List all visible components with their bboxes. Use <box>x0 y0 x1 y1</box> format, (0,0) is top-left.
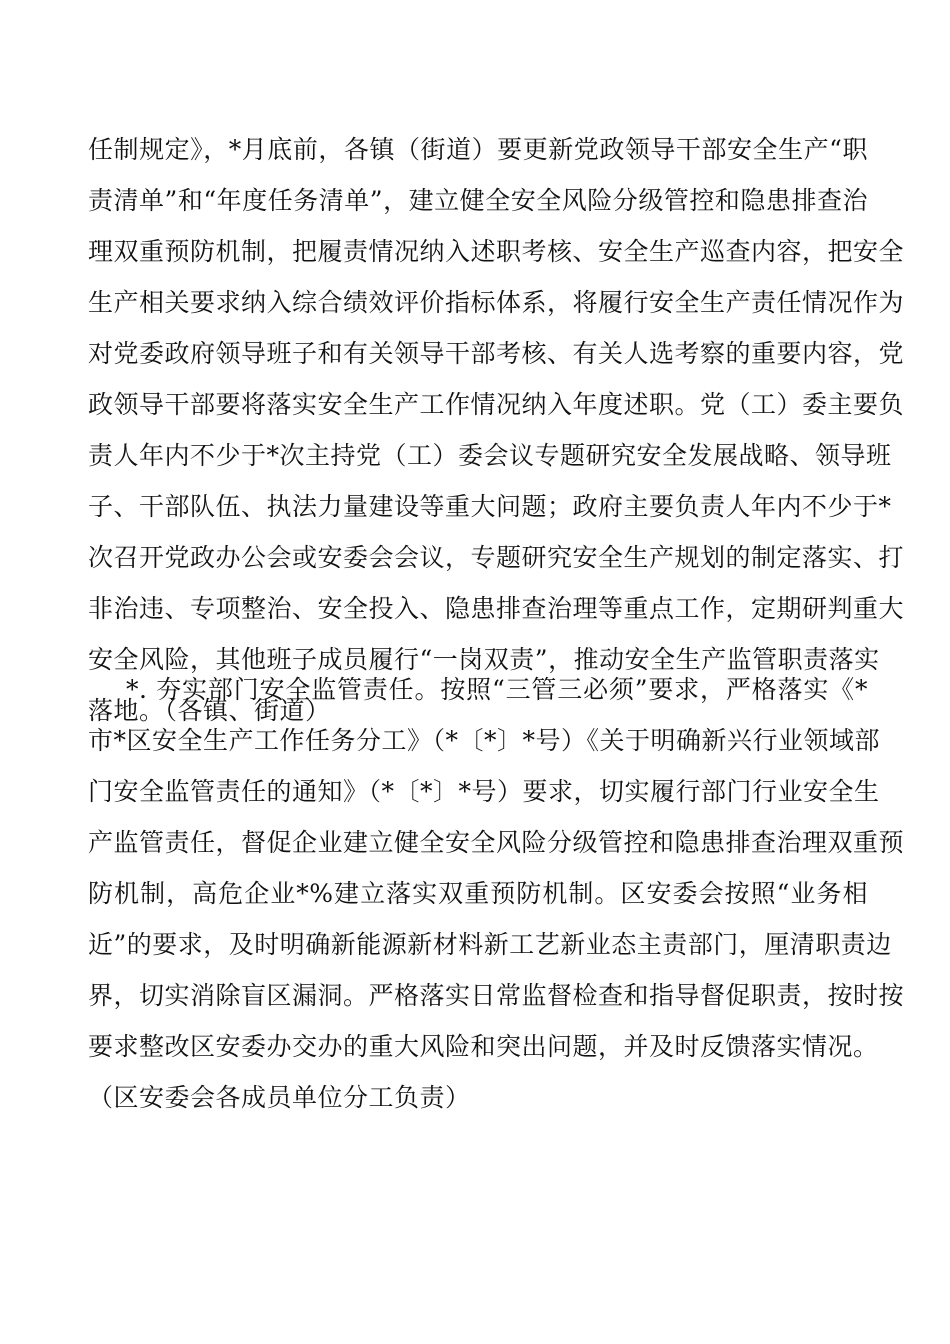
paragraph-line-responsible-units: 落地。（各镇、街道） <box>88 696 331 725</box>
paragraph-line: 市*区安全生产工作任务分工》（*〔*〕*号）《关于明确新兴行业领域部 <box>88 726 881 755</box>
paragraph-line: 要求整改区安委办交办的重大风险和突出问题，并及时反馈落实情况。 <box>88 1032 879 1061</box>
paragraph-party-government-responsibility <box>88 124 905 736</box>
paragraph-line: 产监管责任，督促企业建立健全安全风险分级管控和隐患排查治理双重预 <box>88 828 905 857</box>
paragraph-line: 安全风险，其他班子成员履行“一岗双责”，推动安全生产监管职责落实 <box>88 645 880 674</box>
paragraph-line: 对党委政府领导班子和有关领导干部考核、有关人选考察的重要内容，党 <box>88 339 905 368</box>
paragraph-line: 政领导干部要将落实安全生产工作情况纳入年度述职。党（工）委主要负 <box>88 390 905 419</box>
paragraph-line: 生产相关要求纳入综合绩效评价指标体系，将履行安全生产责任情况作为 <box>88 288 905 317</box>
paragraph-line: 防机制，高危企业*%建立落实双重预防机制。区安委会按照“业务相 <box>88 879 868 908</box>
paragraph-line: 任制规定》，*月底前，各镇（街道）要更新党政领导干部安全生产“职 <box>88 135 868 164</box>
paragraph-line: 次召开党政办公会或安委会会议，专题研究安全生产规划的制定落实、打 <box>88 543 905 572</box>
paragraph-line: 近”的要求，及时明确新能源新材料新工艺新业态主责部门，厘清职责边 <box>88 930 892 959</box>
paragraph-line: 非治违、专项整治、安全投入、隐患排查治理等重点工作，定期研判重大 <box>88 594 905 623</box>
paragraph-line-responsible-units: （区安委会各成员单位分工负责） <box>88 1083 471 1112</box>
paragraph-department-supervision <box>88 664 905 1123</box>
paragraph-line: 界，切实消除盲区漏洞。严格落实日常监督检查和指导督促职责，按时按 <box>88 981 905 1010</box>
paragraph-line: 理双重预防机制，把履责情况纳入述职考核、安全生产巡查内容，把安全 <box>88 237 905 266</box>
paragraph-line: 门安全监管责任的通知》（*〔*〕*号）要求，切实履行部门行业安全生 <box>88 777 880 806</box>
paragraph-line: 子、干部队伍、执法力量建设等重大问题；政府主要负责人年内不少于* <box>88 492 892 521</box>
paragraph-heading-line: *. 夯实部门安全监管责任。按照“三管三必须”要求，严格落实《* <box>126 675 868 704</box>
paragraph-line: 责清单”和“年度任务清单”，建立健全安全风险分级管控和隐患排查治 <box>88 186 868 215</box>
paragraph-line: 责人年内不少于*次主持党（工）委会议专题研究安全发展战略、领导班 <box>88 441 892 470</box>
